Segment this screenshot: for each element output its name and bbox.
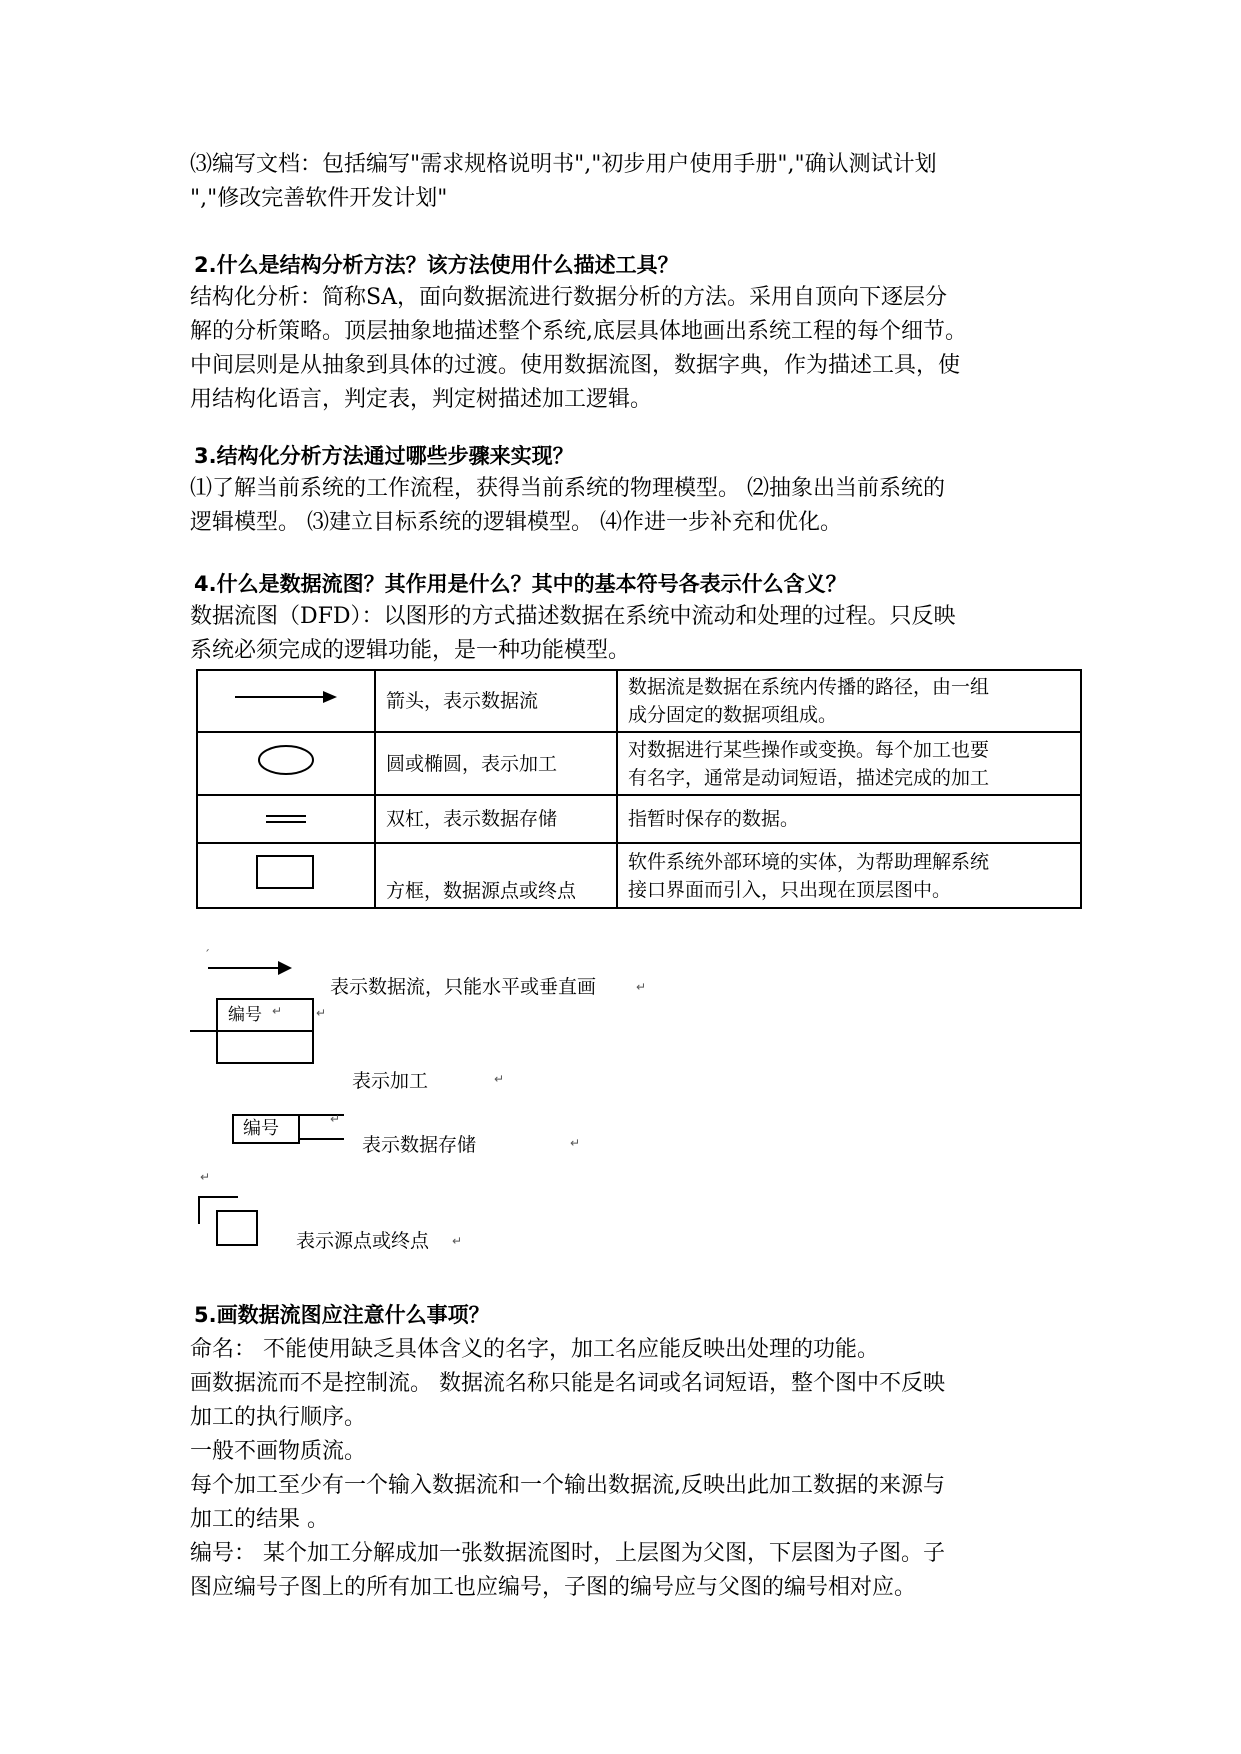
store-number-label: 编号 [243, 1118, 279, 1139]
paragraph-line: 系统必须完成的逻辑功能，是一种功能模型。 [190, 638, 631, 663]
table-row [197, 670, 1081, 732]
process-divider [190, 1030, 218, 1032]
paragraph-line: 用结构化语言，判定表，判定树描述加工逻辑。 [190, 387, 653, 412]
paragraph-line: 数据流图（DFD）：以图形的方式描述数据在系统中流动和处理的过程。只反映 [190, 604, 956, 629]
description-line: 对数据进行某些操作或变换。每个加工也要 [628, 738, 990, 761]
table-row [197, 843, 1081, 908]
source-corner [198, 1196, 200, 1224]
symbol-description [617, 670, 1081, 732]
question-3-heading: 3.结构化分析方法通过哪些步骤来实现？ [194, 444, 574, 468]
description-line: 有名字，通常是动词短语，描述完成的加工 [628, 766, 990, 789]
paragraph-mark-icon: ↵ [316, 1006, 327, 1020]
rectangle-icon [254, 852, 318, 892]
symbol-description [617, 732, 1081, 795]
source-corner [198, 1196, 238, 1198]
symbol-cell [197, 843, 375, 908]
symbol-name: 方框，数据源点或终点 [375, 843, 617, 908]
ellipse-icon [256, 742, 316, 778]
intro-line: ","修改完善软件开发计划" [190, 186, 448, 211]
question-5-heading: 5.画数据流图应注意什么事项？ [194, 1303, 490, 1327]
table-row [197, 795, 1081, 843]
symbol-description [617, 843, 1081, 908]
paragraph-line: 中间层则是从抽象到具体的过渡。使用数据流图，数据字典，作为描述工具，使 [190, 353, 961, 378]
paragraph-line: 图应编号子图上的所有加工也应编号，子图的编号应与父图的编号相对应。 [190, 1575, 917, 1600]
process-number-label: 编号 [228, 1005, 262, 1025]
paragraph-line: 一般不画物质流。 [190, 1439, 367, 1464]
symbol-name: 箭头，表示数据流 [375, 670, 617, 732]
paragraph-mark-icon: ↵ [494, 1072, 505, 1086]
legend-store-label: 表示数据存储 [362, 1134, 477, 1156]
store-bottom-bar [298, 1138, 344, 1140]
paragraph-line: 画数据流而不是控制流。 数据流名称只能是名词或名词短语，整个图中不反映 [190, 1371, 945, 1396]
process-divider [216, 1030, 312, 1032]
paragraph-line: 命名： 不能使用缺乏具体含义的名字，加工名应能反映出处理的功能。 [190, 1337, 879, 1362]
dfd-symbol-table [196, 669, 1082, 909]
symbol-description [617, 795, 1081, 843]
legend-source-label: 表示源点或终点 [296, 1230, 430, 1252]
description-line: 接口界面而引入，只出现在顶层图中。 [628, 878, 952, 901]
paragraph-line: 逻辑模型。 ⑶建立目标系统的逻辑模型。 ⑷作进一步补充和优化。 [190, 510, 842, 535]
question-4-heading: 4.什么是数据流图？其作用是什么？其中的基本符号各表示什么含义？ [194, 572, 847, 596]
description-line: 数据流是数据在系统内传播的路径，由一组 [628, 676, 990, 698]
source-symbol [216, 1210, 258, 1246]
paragraph-mark-icon: ↵ [570, 1136, 581, 1150]
description-line: 软件系统外部环境的实体，为帮助理解系统 [628, 850, 990, 873]
symbol-name: 圆或椭圆，表示加工 [375, 732, 617, 795]
paragraph-line: 每个加工至少有一个输入数据流和一个输出数据流,反映出此加工数据的来源与 [190, 1473, 945, 1498]
paragraph-mark-icon: ˊ [204, 948, 210, 962]
arrow-icon [231, 687, 341, 707]
paragraph-mark-icon: ↵ [272, 1004, 283, 1018]
paragraph-mark-icon: ↵ [200, 1170, 211, 1184]
symbol-cell [197, 732, 375, 795]
legend-flow-label: 表示数据流，只能水平或垂直画 [330, 976, 597, 998]
symbol-name: 双杠，表示数据存储 [375, 795, 617, 843]
intro-line: ⑶编写文档：包括编写"需求规格说明书","初步用户使用手册","确认测试计划 [190, 152, 937, 177]
description-line: 指暂时保存的数据。 [628, 808, 800, 830]
paragraph-mark-icon: ↵ [636, 980, 647, 994]
double-bar-icon [264, 813, 308, 825]
table-row [197, 732, 1081, 795]
paragraph-line: 编号： 某个加工分解成加一张数据流图时，上层图为父图，下层图为子图。子 [190, 1541, 945, 1566]
paragraph-line: 加工的结果 。 [190, 1507, 329, 1532]
arrow-icon [208, 958, 294, 978]
paragraph-line: 加工的执行顺序。 [190, 1405, 367, 1430]
paragraph-mark-icon: ↵ [452, 1234, 463, 1248]
legend-process-label: 表示加工 [352, 1070, 429, 1092]
paragraph-line: ⑴了解当前系统的工作流程，获得当前系统的物理模型。 ⑵抽象出当前系统的 [190, 476, 945, 501]
paragraph-line: 解的分析策略。顶层抽象地描述整个系统,底层具体地画出系统工程的每个细节。 [190, 319, 967, 344]
description-line: 成分固定的数据项组成。 [628, 704, 838, 726]
symbol-cell [197, 795, 375, 843]
question-2-heading: 2.什么是结构分析方法？该方法使用什么描述工具？ [194, 253, 679, 277]
symbol-cell [197, 670, 375, 732]
paragraph-line: 结构化分析：简称SA，面向数据流进行数据分析的方法。采用自顶向下逐层分 [190, 285, 947, 310]
paragraph-mark-icon: ↵ [330, 1112, 341, 1126]
